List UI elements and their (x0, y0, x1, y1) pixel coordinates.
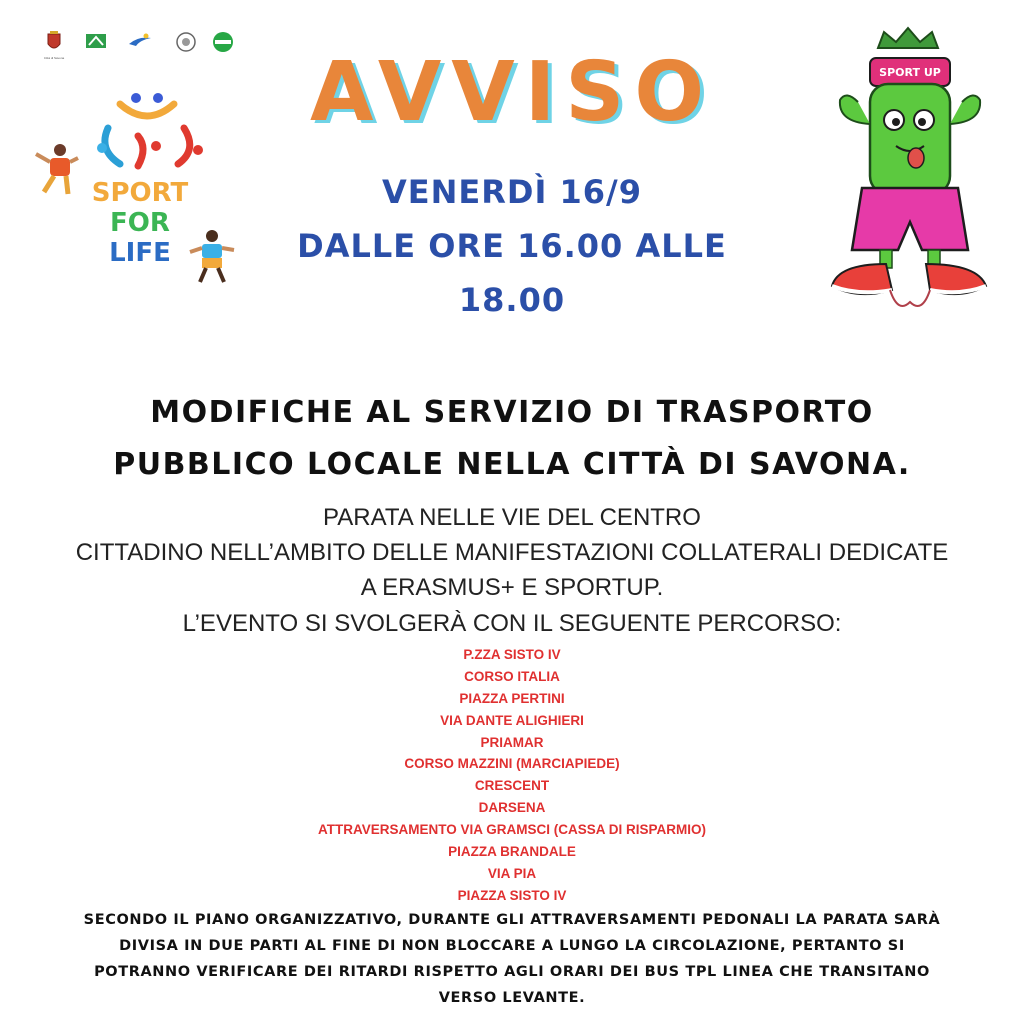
route-stop: VIA PIA (487, 865, 537, 881)
route-stop: PIAZZA PERTINI (459, 690, 565, 706)
event-date: VENERDÌ 16/9 (382, 173, 642, 211)
sfl-line-life: LIFE (109, 238, 171, 268)
footer-line-4: VERSO LEVANTE. (438, 990, 586, 1006)
route-stop: ATTRAVERSAMENTO VIA GRAMSCI (CASSA DI RISPARMIO) (317, 822, 706, 838)
footer-line-3: POTRANNO VERIFICARE DEI RITARDI RISPETTO AGLI ORARI DEI BUS TPL LINEA CHE TRANSITANO (94, 964, 930, 980)
route-stop: P.ZZA SISTO IV (463, 647, 561, 662)
route-stop: PRIAMAR (480, 734, 544, 750)
route-stop: CORSO MAZZINI (MARCIAPIEDE) (404, 756, 620, 772)
route-stop: DARSENA (478, 800, 546, 816)
route-stop: PIAZZA BRANDALE (448, 844, 576, 860)
route-list (0, 644, 1024, 907)
mascot-headband-text: SPORT UP (879, 66, 941, 79)
notice-heading-line-1: MODIFICHE AL SERVIZIO DI TRASPORTO (150, 395, 874, 430)
page-title: AVVISO (309, 45, 715, 140)
footer-line-1: SECONDO IL PIANO ORGANIZZATIVO, DURANTE GLI ATTRAVERSAMENTI PEDONALI LA PARATA SARÀ (83, 912, 941, 928)
event-time-end: 18.00 (458, 281, 566, 319)
description-line-2: CITTADINO NELL’AMBITO DELLE MANIFESTAZIONI COLLATERALI DEDICATE (75, 539, 949, 566)
description-line-3: A ERASMUS+ E SPORTUP. (360, 574, 664, 601)
sfl-line-for: FOR (110, 208, 170, 238)
sfl-line-sport: SPORT (91, 178, 189, 208)
description-line-1: PARATA NELLE VIE DEL CENTRO (323, 504, 701, 531)
notice-heading-line-2: PUBBLICO LOCALE NELLA CITTÀ DI SAVONA. (113, 447, 911, 482)
route-stop: VIA DANTE ALIGHIERI (440, 712, 584, 728)
route-stop: PIAZZA SISTO IV (457, 887, 567, 903)
description-line-4: L’EVENTO SI SVOLGERÀ CON IL SEGUENTE PERCORSO: (182, 610, 842, 637)
logo-caption: Città di Savona (43, 56, 65, 60)
footer-line-2: DIVISA IN DUE PARTI AL FINE DI NON BLOCCARE A LUNGO LA CIRCOLAZIONE, PERTANTO SI (119, 938, 905, 954)
route-stop: CORSO ITALIA (464, 668, 560, 684)
route-stop: CRESCENT (474, 778, 550, 794)
event-time: DALLE ORE 16.00 ALLE (297, 227, 727, 265)
cactus-mascot-icon (818, 24, 998, 324)
